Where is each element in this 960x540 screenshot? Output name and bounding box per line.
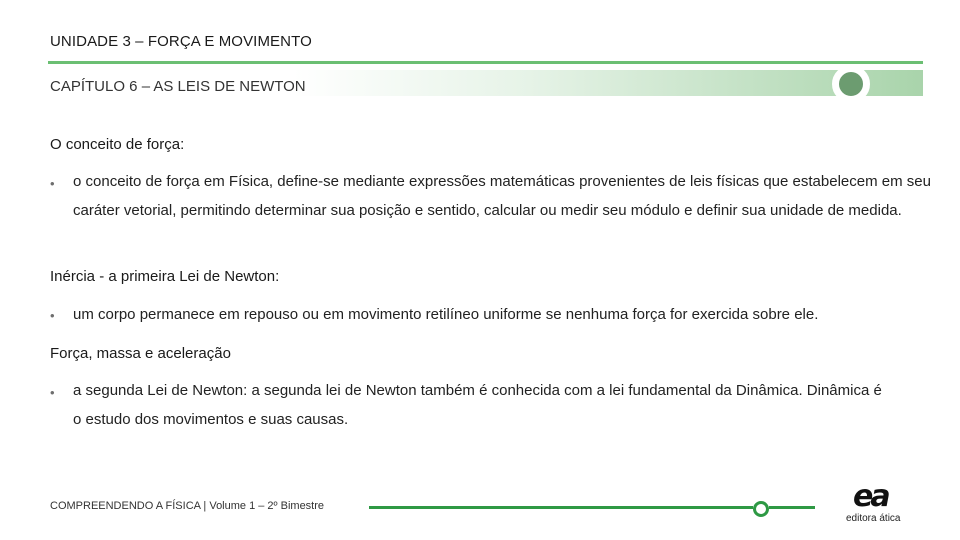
chapter-ring-icon xyxy=(832,65,870,103)
chapter-title: CAPÍTULO 6 – AS LEIS DE NEWTON xyxy=(50,78,306,95)
bullet-text-inertia: um corpo permanece em repouso ou em movimento retilíneo uniforme se nenhuma força for exercida sobre ele. xyxy=(73,306,819,323)
logo-publisher-name: editora ática xyxy=(846,513,901,524)
bullet-icon: • xyxy=(50,308,55,323)
publisher-logo xyxy=(846,479,910,530)
section-heading-force-mass-acceleration: Força, massa e aceleração xyxy=(50,345,231,362)
footer-line-left xyxy=(369,506,753,509)
footer-book-info: COMPREENDENDO A FÍSICA | Volume 1 – 2º Bimestre xyxy=(50,500,325,512)
bullet-icon: • xyxy=(50,385,55,400)
bullet-text-force-concept: o conceito de força em Física, define-se mediante expressões matemáticas provenientes de leis físicas que estabelecem em seu caráter vetorial, permitindo determinar sua posição e sentido, calcular ou medir seu módulo e definir sua unidade de medida. xyxy=(73,173,931,219)
unit-title: UNIDADE 3 – FORÇA E MOVIMENTO xyxy=(50,33,312,50)
footer-line-right xyxy=(769,506,815,509)
unit-divider xyxy=(48,61,923,64)
section-heading-force-concept: O conceito de força: xyxy=(50,136,185,153)
bullet-icon: • xyxy=(50,176,55,191)
bullet-text-second-law: a segunda Lei de Newton: a segunda lei de Newton também é conhecida com a lei fundamental da Dinâmica. Dinâmica é o estudo dos movimentos e suas causas. xyxy=(73,382,882,428)
section-heading-inertia: Inércia - a primeira Lei de Newton: xyxy=(50,268,280,285)
footer-circle-icon xyxy=(753,501,769,517)
logo-mark: ea xyxy=(853,479,888,514)
